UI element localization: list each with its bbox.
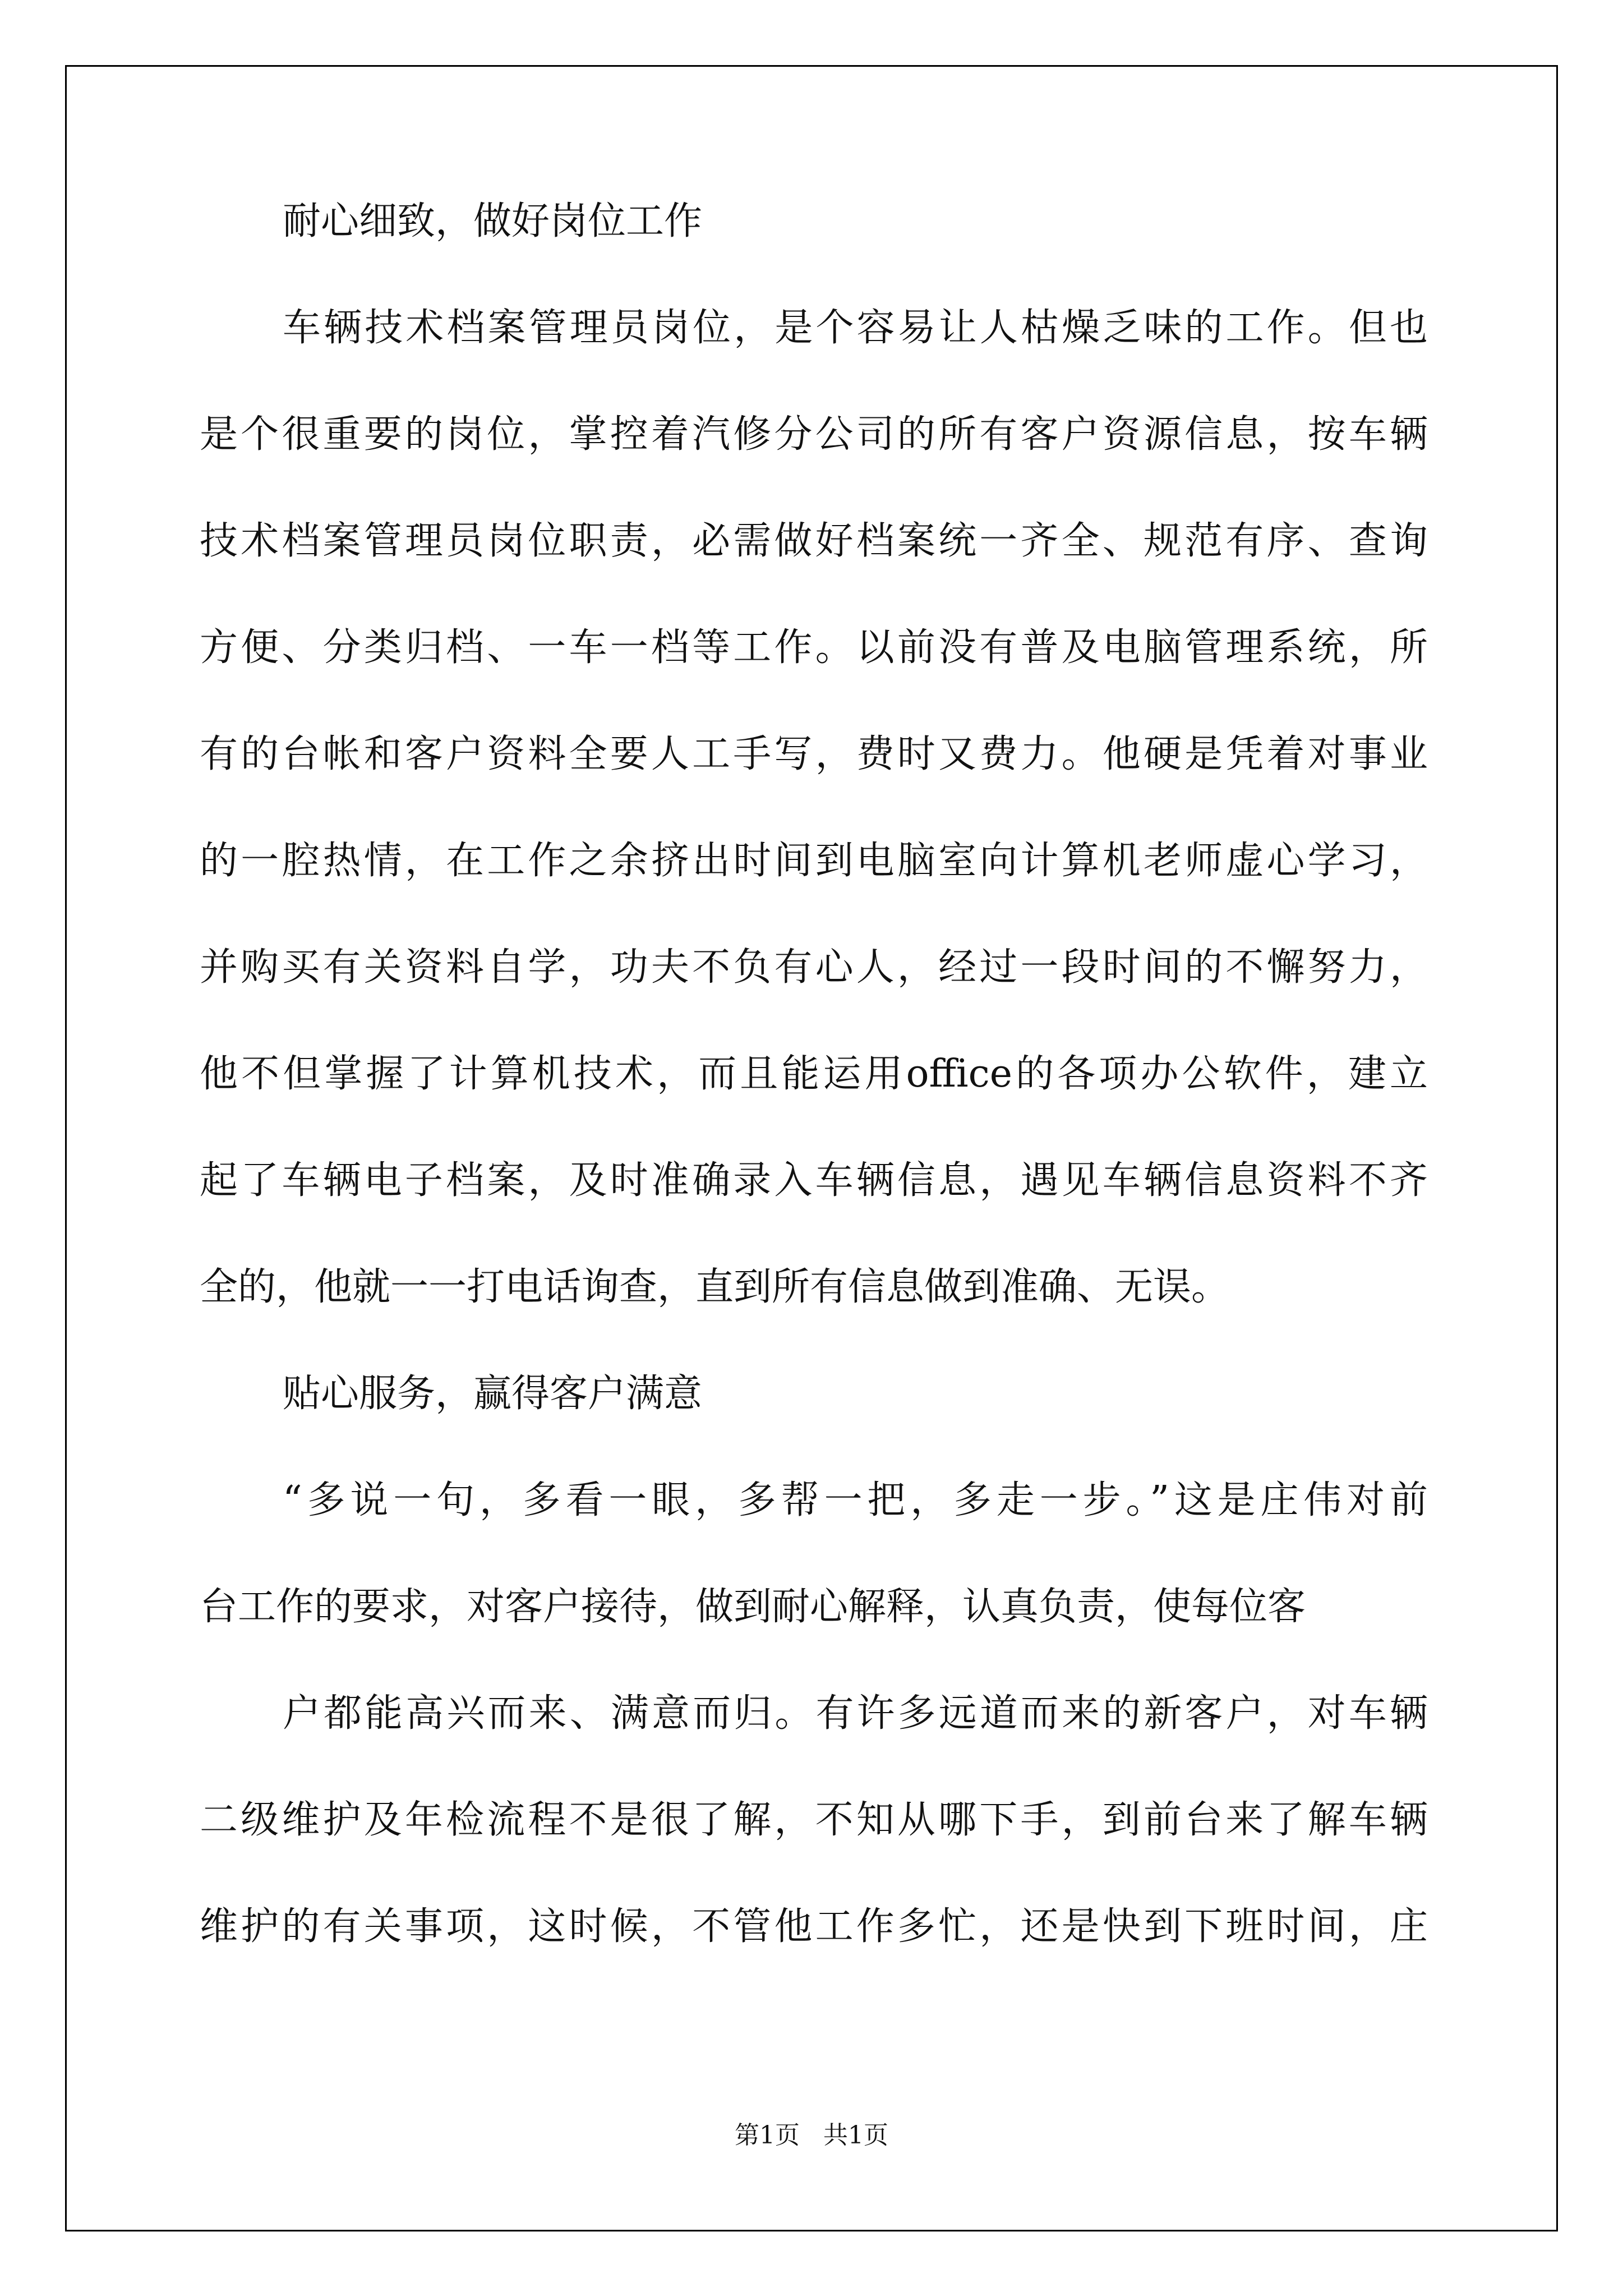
- text-line: 他不但掌握了计算机技术，而且能运用office的各项办公软件，建立: [200, 1052, 1428, 1096]
- text-line: 的一腔热情，在工作之余挤出时间到电脑室向计算机老师虚心学习，: [200, 839, 1428, 883]
- page-footer: 第1页 共1页: [735, 2121, 888, 2150]
- text-line: 起了车辆电子档案，及时准确录入车辆信息，遇见车辆信息资料不齐: [200, 1158, 1428, 1203]
- text-line: 二级维护及年检流程不是很了解，不知从哪下手，到前台来了解车辆: [200, 1798, 1428, 1842]
- text-line: 台工作的要求，对客户接待，做到耐心解释，认真负责，使每位客: [200, 1585, 1306, 1629]
- text-line: 技术档案管理员岗位职责，必需做好档案统一齐全、规范有序、查询: [200, 519, 1428, 563]
- text-line: 方便、分类归档、一车一档等工作。以前没有普及电脑管理系统，所: [200, 625, 1428, 670]
- text-line: 户都能高兴而来、满意而归。有许多远道而来的新客户，对车辆: [283, 1691, 1428, 1736]
- text-line: 维护的有关事项，这时候，不管他工作多忙，还是快到下班时间，庄: [200, 1904, 1428, 1949]
- text-line: “多说一句，多看一眼，多帮一把，多走一步。”这是庄伟对前: [283, 1478, 1428, 1522]
- text-line: 贴心服务，赢得客户满意: [283, 1372, 703, 1416]
- text-line: 有的台帐和客户资料全要人工手写，费时又费力。他硬是凭着对事业: [200, 732, 1428, 776]
- text-line: 全的，他就一一打电话询查，直到所有信息做到准确、无误。: [200, 1265, 1230, 1309]
- text-line: 是个很重要的岗位，掌控着汽修分公司的所有客户资源信息，按车辆: [200, 412, 1428, 457]
- text-line: 并购买有关资料自学，功夫不负有心人，经过一段时间的不懈努力，: [200, 945, 1428, 990]
- text-line: 车辆技术档案管理员岗位，是个容易让人枯燥乏味的工作。但也: [283, 306, 1428, 350]
- text-line: 耐心细致，做好岗位工作: [283, 199, 703, 243]
